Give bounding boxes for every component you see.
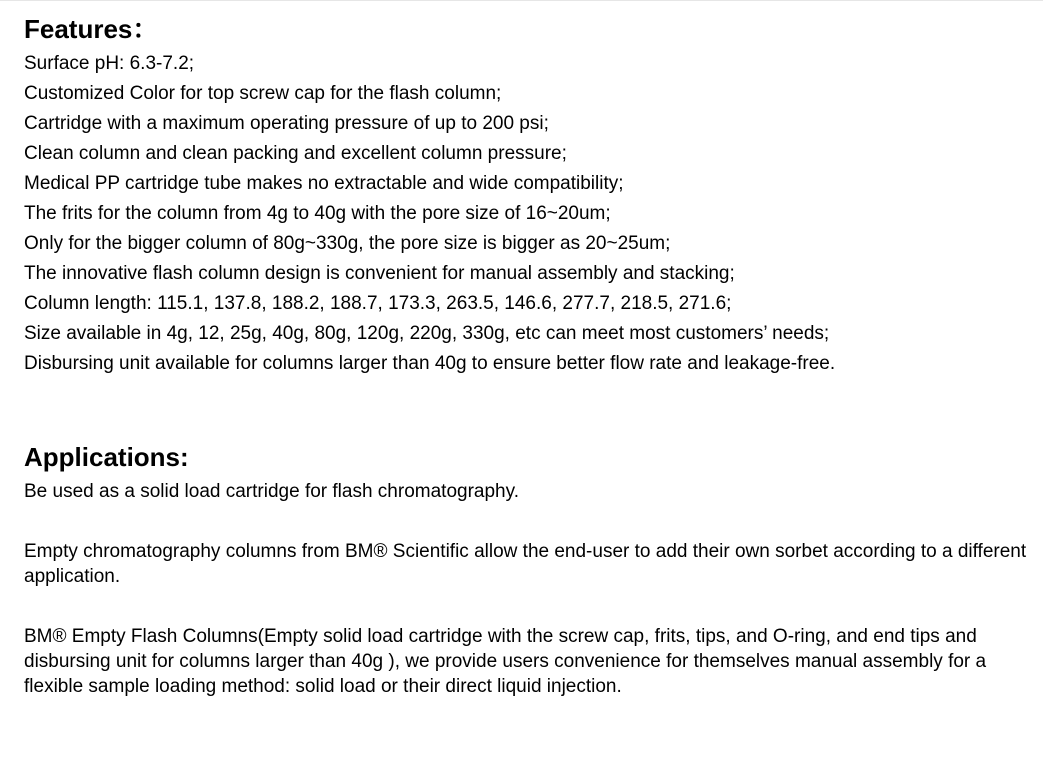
feature-item: The frits for the column from 4g to 40g with the pore size of 16~20um; <box>24 203 611 224</box>
feature-item: Surface pH: 6.3-7.2; <box>24 53 195 74</box>
applications-paragraph: Be used as a solid load cartridge for flash chromatography. <box>24 481 519 502</box>
features-list <box>24 49 835 379</box>
applications-paragraph: BM® Empty Flash Columns(Empty solid load cartridge with the screw cap, frits, tips, and O-ring, and end tips and disbursing unit for columns larger than 40g ), we provide users convenience for themselves manual assembly for a flexible sample loading method: solid load or their direct liquid injection. <box>24 626 987 697</box>
feature-item: The innovative flash column design is convenient for manual assembly and stacking; <box>24 263 735 284</box>
feature-item: Medical PP cartridge tube makes no extractable and wide compatibility; <box>24 173 624 194</box>
applications-paragraph: Empty chromatography columns from BM® Scientific allow the end-user to add their own sorbet according to a different application. <box>24 541 1027 587</box>
applications-heading: Applications: <box>24 442 189 472</box>
feature-item: Clean column and clean packing and excellent column pressure; <box>24 143 567 164</box>
feature-item: Size available in 4g, 12, 25g, 40g, 80g, 120g, 220g, 330g, etc can meet most customers’ needs; <box>24 323 830 344</box>
features-heading: Features： <box>24 14 159 44</box>
feature-item: Cartridge with a maximum operating pressure of up to 200 psi; <box>24 113 549 134</box>
feature-item: Column length: 115.1, 137.8, 188.2, 188.7, 173.3, 263.5, 146.6, 277.7, 218.5, 271.6; <box>24 293 732 314</box>
feature-item: Only for the bigger column of 80g~330g, the pore size is bigger as 20~25um; <box>24 233 671 254</box>
feature-item: Customized Color for top screw cap for the flash column; <box>24 83 502 104</box>
feature-item: Disbursing unit available for columns larger than 40g to ensure better flow rate and leakage-free. <box>24 353 836 374</box>
